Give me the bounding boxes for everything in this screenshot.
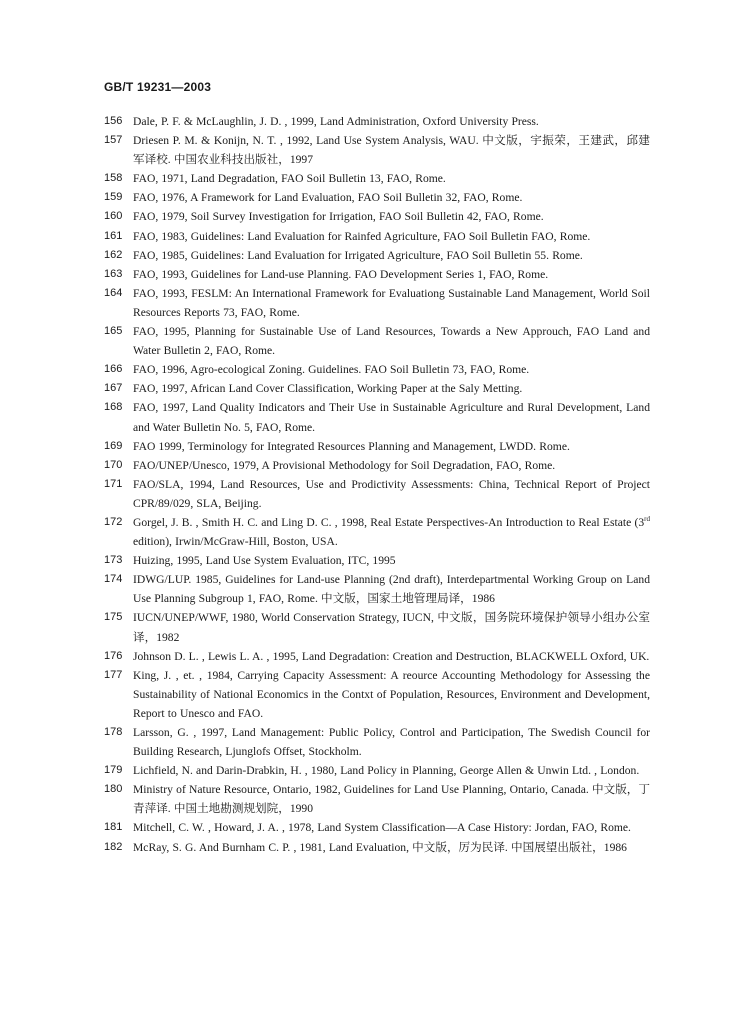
reference-item bbox=[104, 437, 650, 456]
reference-item bbox=[104, 570, 650, 608]
reference-text: FAO, 1976, A Framework for Land Evaluation, FAO Soil Bulletin 32, FAO, Rome. bbox=[133, 191, 523, 205]
reference-number: 156 bbox=[104, 115, 123, 127]
reference-number: 171 bbox=[104, 477, 123, 490]
reference-text: Dale, P. F. & McLaughlin, J. D. , 1999, Land Administration, Oxford University Press. bbox=[133, 115, 539, 128]
reference-item bbox=[104, 265, 650, 284]
reference-item bbox=[104, 818, 650, 837]
reference-item bbox=[104, 456, 650, 475]
reference-text: McRay, S. G. And Burnham C. P. , 1981, Land Evaluation, 中文版，厉为民译. 中国展望出版社，1986 bbox=[133, 840, 627, 854]
reference-item bbox=[104, 227, 650, 246]
reference-number: 164 bbox=[104, 286, 123, 299]
reference-number: 167 bbox=[104, 382, 123, 395]
reference-text: FAO, 1996, Agro-ecological Zoning. Guidelines. FAO Soil Bulletin 73, FAO, Rome. bbox=[133, 363, 530, 377]
reference-item bbox=[104, 647, 650, 666]
reference-number: 161 bbox=[104, 229, 123, 242]
reference-number: 178 bbox=[104, 726, 123, 738]
reference-text: FAO, 1993, Guidelines for Land-use Planning. FAO Development Series 1, FAO, Rome. bbox=[133, 267, 549, 281]
reference-text: IUCN/UNEP/WWF, 1980, World Conservation Strategy, IUCN, 中文版，国务院环境保护领导小组办公室译，1982 bbox=[133, 611, 650, 644]
reference-item bbox=[104, 513, 650, 551]
reference-text: FAO/UNEP/Unesco, 1979, A Provisional Methodology for Soil Degradation, FAO, Rome. bbox=[133, 458, 556, 472]
reference-item bbox=[104, 475, 650, 513]
reference-item bbox=[104, 723, 650, 761]
reference-item bbox=[104, 379, 650, 398]
reference-number: 173 bbox=[104, 554, 123, 567]
reference-item bbox=[104, 169, 650, 188]
reference-number: 172 bbox=[104, 515, 123, 528]
reference-number: 166 bbox=[104, 363, 123, 376]
reference-number: 158 bbox=[104, 172, 123, 185]
reference-number: 168 bbox=[104, 401, 123, 414]
reference-text: King, J. , et. , 1984, Carrying Capacity Assessment: A reource Accounting Methodology for Assessing the Sustainability of National Economics in the Contxt of Population, Resources, Environment and Development, Report to Unesco and FAO. bbox=[133, 668, 650, 720]
reference-number: 169 bbox=[104, 439, 123, 452]
reference-text: Driesen P. M. & Konijn, N. T. , 1992, Land Use System Analysis, WAU. 中文版，宇振荣，王建武，邱建军译校. 中国农业科技出版社，1997 bbox=[133, 134, 650, 167]
reference-number: 160 bbox=[104, 210, 123, 223]
reference-text: FAO, 1983, Guidelines: Land Evaluation for Rainfed Agriculture, FAO Soil Bulletin FAO, Rome. bbox=[133, 229, 591, 243]
reference-text: Johnson D. L. , Lewis L. A. , 1995, Land Degradation: Creation and Destruction, BLACKWELL Oxford, UK. bbox=[133, 649, 650, 663]
reference-text: FAO, 1995, Planning for Sustainable Use of Land Resources, Towards a New Approuch, FAO Land and Water Bulletin 2, FAO, Rome. bbox=[133, 325, 650, 358]
reference-text: FAO, 1993, FESLM: An International Framework for Evaluationg Sustainable Land Management, World Soil Resources Reports 73, FAO, Rome. bbox=[133, 286, 650, 319]
reference-number: 175 bbox=[104, 611, 123, 624]
reference-text: FAO, 1997, African Land Cover Classification, Working Paper at the Saly Metting. bbox=[133, 382, 523, 396]
reference-item bbox=[104, 761, 650, 780]
reference-number: 165 bbox=[104, 325, 123, 338]
reference-number: 159 bbox=[104, 191, 123, 204]
reference-text: Gorgel, J. B. , Smith H. C. and Ling D. C. , 1998, Real Estate Perspectives-An Introduction to Real Estate (3rd edition), Irwin/McGraw-Hill, Boston, USA. bbox=[133, 515, 650, 549]
reference-item bbox=[104, 780, 650, 818]
reference-text: FAO, 1997, Land Quality Indicators and Their Use in Sustainable Agriculture and Rural Development, Land and Water Bulletin No. 5, FAO, Rome. bbox=[133, 401, 650, 434]
reference-item bbox=[104, 246, 650, 265]
reference-number: 181 bbox=[104, 821, 123, 834]
reference-text: FAO, 1979, Soil Survey Investigation for Irrigation, FAO Soil Bulletin 42, FAO, Rome. bbox=[133, 210, 544, 224]
reference-number: 179 bbox=[104, 764, 123, 777]
reference-item bbox=[104, 112, 650, 131]
reference-number: 174 bbox=[104, 573, 123, 586]
reference-text: FAO 1999, Terminology for Integrated Resources Planning and Management, LWDD. Rome. bbox=[133, 439, 570, 453]
reference-number: 157 bbox=[104, 134, 123, 147]
reference-number: 177 bbox=[104, 668, 123, 681]
reference-item bbox=[104, 398, 650, 436]
reference-item bbox=[104, 608, 650, 646]
reference-item bbox=[104, 207, 650, 226]
reference-number: 180 bbox=[104, 783, 123, 796]
reference-text: FAO, 1971, Land Degradation, FAO Soil Bulletin 13, FAO, Rome. bbox=[133, 172, 446, 186]
standard-code-header: GB/T 19231—2003 bbox=[104, 80, 212, 94]
reference-text: Ministry of Nature Resource, Ontario, 1982, Guidelines for Land Use Planning, Ontario, Canada. 中文版，丁青萍译. 中国土地勘测规划院，1990 bbox=[133, 783, 650, 816]
reference-number: 176 bbox=[104, 649, 123, 662]
reference-item bbox=[104, 838, 650, 857]
reference-item bbox=[104, 666, 650, 723]
reference-item bbox=[104, 188, 650, 207]
reference-item bbox=[104, 551, 650, 570]
reference-item bbox=[104, 131, 650, 169]
reference-list bbox=[104, 112, 650, 857]
reference-text: FAO, 1985, Guidelines: Land Evaluation for Irrigated Agriculture, FAO Soil Bulletin 55. Rome. bbox=[133, 248, 583, 262]
reference-text: Lichfield, N. and Darin-Drabkin, H. , 1980, Land Policy in Planning, George Allen & Unwin Ltd. , London. bbox=[133, 764, 640, 778]
reference-number: 182 bbox=[104, 840, 123, 853]
reference-text: IDWG/LUP. 1985, Guidelines for Land-use Planning (2nd draft), Interdepartmental Working Group on Land Use Planning Subgroup 1, FAO, Rome. 中文版，国家土地管理局译，1986 bbox=[133, 573, 650, 606]
reference-number: 162 bbox=[104, 248, 123, 261]
reference-text: Larsson, G. , 1997, Land Management: Public Policy, Control and Participation, The Swedish Council for Building Research, Ljunglofs Offset, Stockholm. bbox=[133, 726, 650, 759]
reference-item bbox=[104, 360, 650, 379]
reference-item bbox=[104, 284, 650, 322]
reference-item bbox=[104, 322, 650, 360]
reference-text: Huizing, 1995, Land Use System Evaluation, ITC, 1995 bbox=[133, 554, 396, 568]
reference-text: FAO/SLA, 1994, Land Resources, Use and Prodictivity Assessments: China, Technical Report of Project CPR/89/029, SLA, Beijing. bbox=[133, 477, 650, 510]
reference-number: 170 bbox=[104, 458, 123, 471]
reference-number: 163 bbox=[104, 267, 123, 280]
reference-text: Mitchell, C. W. , Howard, J. A. , 1978, Land System Classification—A Case History: Jordan, FAO, Rome. bbox=[133, 821, 631, 835]
